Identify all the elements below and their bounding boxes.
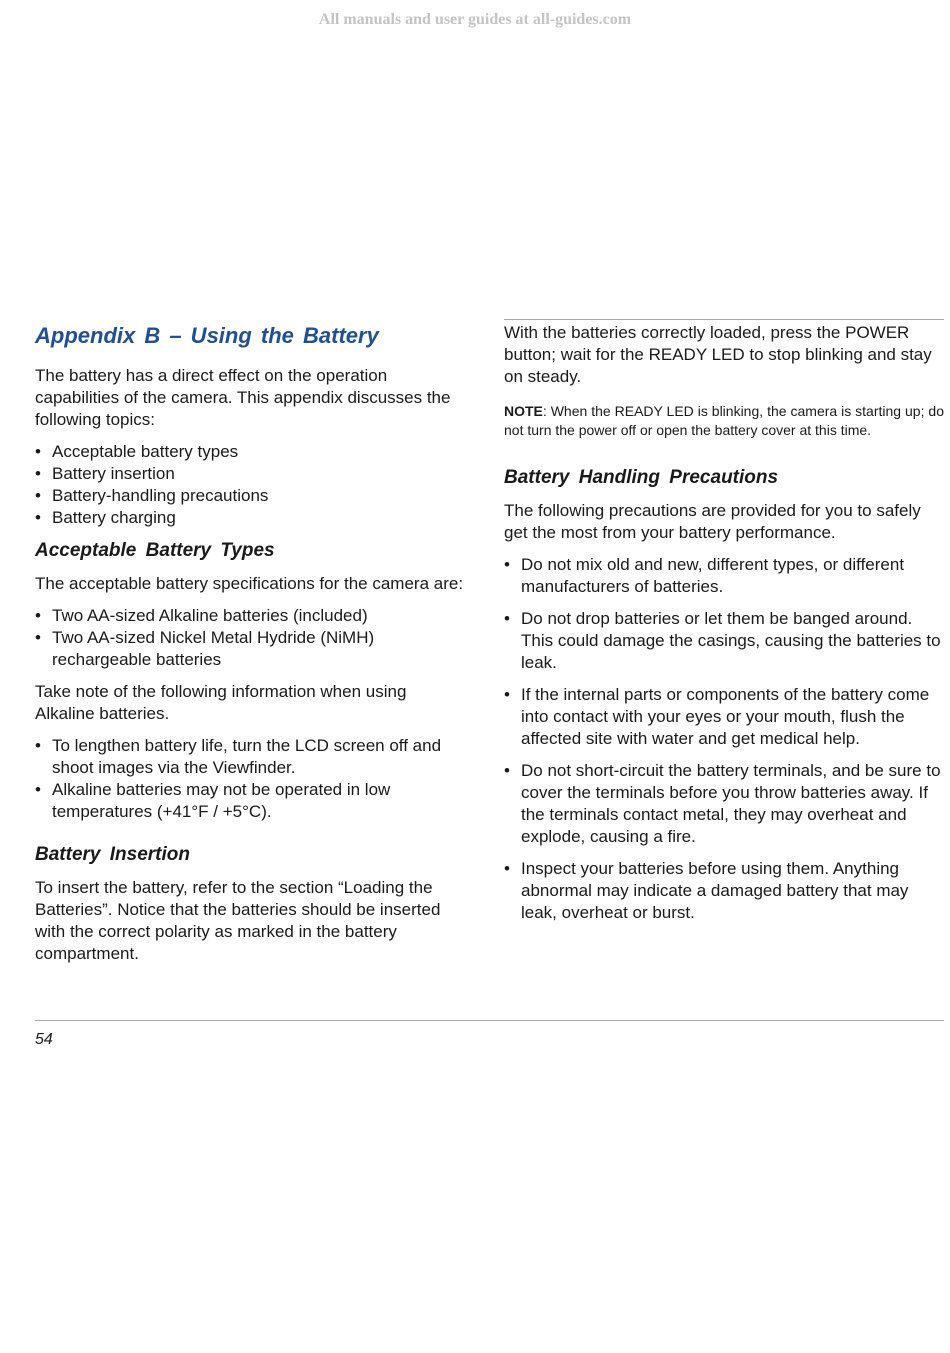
bullet-icon: • <box>35 628 41 647</box>
list-item: • Battery charging <box>35 508 176 527</box>
list-item: • Alkaline batteries may not be operated in low temperatures (+41°F / +5°C). <box>35 780 391 821</box>
bullet-icon: • <box>504 761 510 780</box>
list-item: • Acceptable battery types <box>35 442 239 461</box>
acceptable-types-heading: Acceptable Battery Types <box>35 540 275 561</box>
bullet-icon: • <box>35 442 41 461</box>
battery-insertion-heading: Battery Insertion <box>35 844 190 865</box>
precautions-list <box>504 554 944 924</box>
bullet-icon: • <box>35 780 41 799</box>
right-column <box>504 322 944 934</box>
bullet-icon: • <box>35 606 41 625</box>
list-item: • Inspect your batteries before using them. Anything abnormal may indicate a damaged battery that may leak, overheat or burst. <box>504 859 909 922</box>
header-rule <box>504 319 944 320</box>
note-block <box>504 402 944 440</box>
types-list <box>35 605 467 671</box>
handling-precautions-heading: Battery Handling Precautions <box>504 467 779 488</box>
page-number: 54 <box>35 1031 53 1048</box>
list-item: • Do not short-circuit the battery terminals, and be sure to cover the terminals before you throw batteries away. If the terminals contact metal, they may overheat and explode, causing a fire. <box>504 761 941 846</box>
list-item: • Battery insertion <box>35 464 175 483</box>
watermark: All manuals and user guides at all-guides.com <box>318 11 632 28</box>
list-item: • If the internal parts or components of the battery come into contact with your eyes or your mouth, flush the affected site with water and get medical help. <box>504 685 930 748</box>
intro-paragraph: The battery has a direct effect on the operation capabilities of the camera. This appendix discusses the following topics: <box>35 366 451 429</box>
topics-list <box>35 441 467 529</box>
left-column <box>35 322 467 975</box>
bullet-icon: • <box>35 736 41 755</box>
list-item: • Battery-handling precautions <box>35 486 269 505</box>
footer-rule <box>35 1020 944 1021</box>
note-label: NOTE <box>504 403 543 419</box>
bullet-icon: • <box>35 464 41 483</box>
list-item: • Do not drop batteries or let them be banged around. This could damage the casings, causing the batteries to leak. <box>504 609 941 672</box>
precautions-intro: The following precautions are provided for you to safely get the most from your battery performance. <box>504 501 921 542</box>
bullet-icon: • <box>504 609 510 628</box>
alkaline-intro: Take note of the following information when using Alkaline batteries. <box>35 682 407 723</box>
bullet-icon: • <box>504 685 510 704</box>
power-paragraph: With the batteries correctly loaded, press the POWER button; wait for the READY LED to stop blinking and stay on steady. <box>504 323 932 386</box>
bullet-icon: • <box>504 555 510 574</box>
alkaline-list <box>35 735 467 823</box>
list-item: • To lengthen battery life, turn the LCD screen off and shoot images via the Viewfinder. <box>35 736 442 777</box>
insertion-paragraph: To insert the battery, refer to the section “Loading the Batteries”. Notice that the batteries should be inserted with the correct polarity as marked in the battery compartment. <box>35 878 441 963</box>
page-title: Appendix B – Using the Battery <box>35 323 379 348</box>
bullet-icon: • <box>504 859 510 878</box>
bullet-icon: • <box>35 486 41 505</box>
list-item: • Two AA-sized Alkaline batteries (included) <box>35 606 368 625</box>
types-intro: The acceptable battery specifications for the camera are: <box>35 574 464 593</box>
bullet-icon: • <box>35 508 41 527</box>
list-item: • Two AA-sized Nickel Metal Hydride (NiMH) rechargeable batteries <box>35 628 375 669</box>
note-text: : When the READY LED is blinking, the camera is starting up; do not turn the power off or open the battery cover at this time. <box>504 403 944 438</box>
list-item: • Do not mix old and new, different types, or different manufacturers of batteries. <box>504 555 905 596</box>
